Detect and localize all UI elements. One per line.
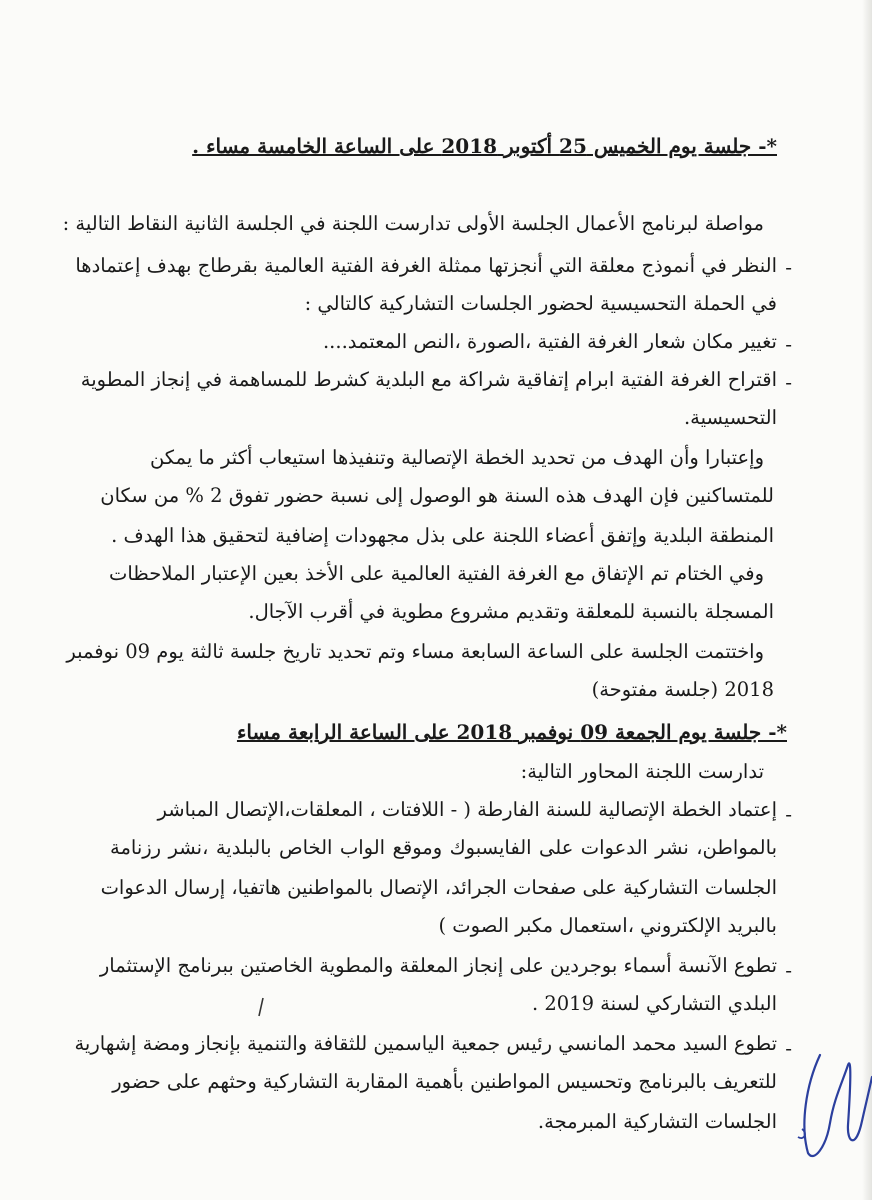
session2-heading: *- جلسة يوم الجمعة 09 نوفمبر 2018 على الساعة الرابعة مساء bbox=[236, 720, 787, 744]
s1-bullet1-line1: النظر في أنموذج معلقة التي أنجزتها ممثلة الغرفة الفتية العالمية بقرطاج بهدف إعتمادها bbox=[75, 254, 777, 277]
s2-bullet2-line2: البلدي التشاركي لسنة 2019 . bbox=[531, 992, 777, 1015]
s2-bullet3-line2: للتعريف بالبرنامج وتحسيس المواطنين بأهمية المقاربة التشاركية وحثهم على حضور bbox=[112, 1070, 777, 1093]
bullet-marker: - bbox=[785, 958, 792, 982]
pen-mark bbox=[255, 996, 267, 1018]
bullet-marker: - bbox=[785, 332, 792, 356]
session1-heading: *- جلسة يوم الخميس 25 أكتوبر 2018 على الساعة الخامسة مساء . bbox=[192, 134, 777, 158]
s2-bullet3-line1: تطوع السيد محمد المانسي رئيس جمعية الياسمين للثقافة والتنمية بإنجاز ومضة إشهارية bbox=[74, 1032, 777, 1055]
bullet-marker: - bbox=[785, 370, 792, 394]
s2-bullet2-line1: تطوع الآنسة أسماء بوجردين على إنجاز المعلقة والمطوية الخاصتين ببرنامج الإستثمار bbox=[99, 954, 777, 977]
s2-bullet1-line1: إعتماد الخطة الإتصالية للسنة الفارطة ( - اللافتات ، المعلقات،الإتصال المباشر bbox=[157, 798, 777, 821]
s1-bullet3-line2: التحسيسية. bbox=[683, 406, 777, 429]
bullet-marker: - bbox=[785, 255, 792, 279]
s1-bullet1-line2: في الحملة التحسيسية لحضور الجلسات التشاركية كالتالي : bbox=[304, 292, 777, 315]
s1-para2-line1: وفي الختام تم الإتفاق مع الغرفة الفتية العالمية على الأخذ بعين الإعتبار الملاحظات bbox=[108, 562, 764, 585]
bullet-marker: - bbox=[785, 1036, 792, 1060]
s2-bullet3-line3: الجلسات التشاركية المبرمجة. bbox=[537, 1110, 777, 1133]
s2-bullet1-line3: الجلسات التشاركية على صفحات الجرائد، الإتصال بالمواطنين هاتفيا، إرسال الدعوات bbox=[100, 876, 777, 899]
s2-bullet1-line4: بالبريد الإلكتروني ،استعمال مكبر الصوت ) bbox=[438, 914, 777, 937]
s1-bullet3-line1: اقتراح الغرفة الفتية ابرام إتفاقية شراكة مع البلدية كشرط للمساهمة في إنجاز المطوية bbox=[80, 368, 777, 391]
s1-bullet2: تغيير مكان شعار الغرفة الفتية ،الصورة ،النص المعتمد.... bbox=[322, 330, 777, 353]
s1-para3-line2: 2018 (جلسة مفتوحة) bbox=[591, 678, 774, 701]
session2-intro: تدارست اللجنة المحاور التالية: bbox=[520, 760, 764, 783]
s2-bullet1-line2: بالمواطن، نشر الدعوات على الفايسبوك وموقع الواب الخاص بالبلدية ،نشر رزنامة bbox=[110, 836, 777, 859]
handwritten-signature bbox=[792, 1025, 872, 1165]
s1-para3-line1: واختتمت الجلسة على الساعة السابعة مساء وتم تحديد تاريخ جلسة ثالثة يوم 09 نوفمبر bbox=[66, 640, 764, 663]
s1-para2-line2: المسجلة بالنسبة للمعلقة وتقديم مشروع مطوية في أقرب الآجال. bbox=[248, 600, 774, 623]
bullet-marker: - bbox=[785, 802, 792, 826]
s1-para1-line1: وإعتبارا وأن الهدف من تحديد الخطة الإتصالية وتنفيذها استيعاب أكثر ما يمكن bbox=[149, 446, 764, 469]
s1-para1-line3: المنطقة البلدية وإتفق أعضاء اللجنة على بذل مجهودات إضافية لتحقيق هذا الهدف . bbox=[111, 524, 774, 547]
scan-edge bbox=[862, 0, 872, 1200]
s1-para1-line2: للمتساكنين فإن الهدف هذه السنة هو الوصول إلى نسبة حضور تفوق 2 % من سكان bbox=[100, 484, 774, 507]
session1-intro: مواصلة لبرنامج الأعمال الجلسة الأولى تدارست اللجنة في الجلسة الثانية النقاط التالية : bbox=[62, 212, 764, 235]
